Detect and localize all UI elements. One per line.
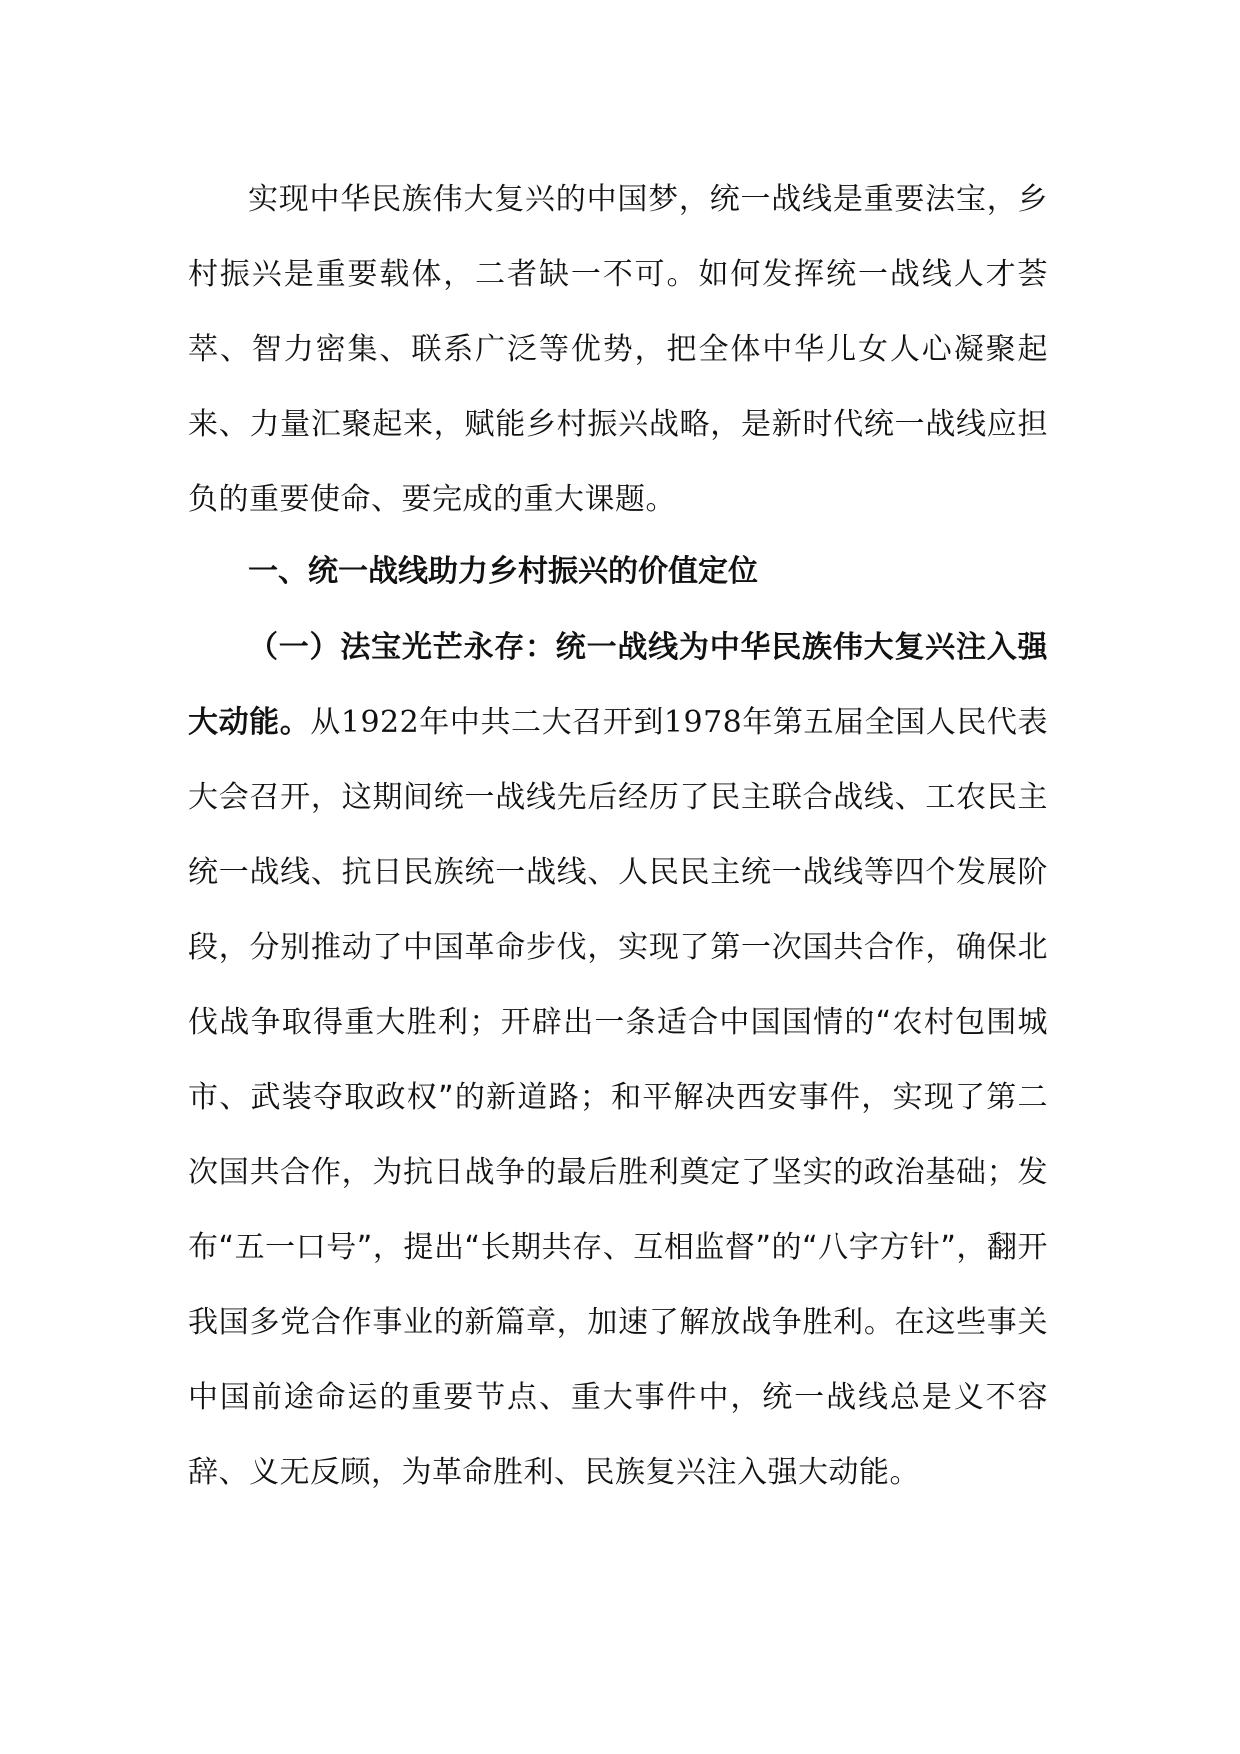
subsection-heading: （一）法宝光芒永存：统一战线为中华民族伟大复兴注入强大动能。 [188,630,1048,740]
intro-paragraph-block [188,162,1048,537]
year-1922: 1922 [340,705,420,740]
body-text-part-1: 从 [310,705,341,740]
body-text-part-2: 年中共二大召开到 [419,705,664,740]
intro-paragraph: 实现中华民族伟大复兴的中国梦，统一战线是重要法宝，乡村振兴是重要载体，二者缺一不可。如何发挥统一战线人才荟萃、智力密集、联系广泛等优势，把全体中华儿女人心凝聚起来、力量汇聚起来，赋能乡村振兴战略，是新时代统一战线应担负的重要使命、要完成的重大课题。 [188,182,1048,517]
body-paragraph [188,610,1048,1510]
year-1978: 1978 [663,705,743,740]
section-heading: 一、统一战线助力乡村振兴的价值定位 [248,554,758,589]
body-paragraph-block [188,610,1048,1510]
body-text-part-3: 年第五届全国人民代表大会召开，这期间统一战线先后经历了民主联合战线、工农民主统一战线、抗日民族统一战线、人民民主统一战线等四个发展阶段，分别推动了中国革命步伐，实现了第一次国共合作，确保北伐战争取得重大胜利；开辟出一条适合中国国情的“农村包围城市、武装夺取政权”的新道路；和平解决西安事件，实现了第二次国共合作，为抗日战争的最后胜利奠定了坚实的政治基础；发布“五一口号”，提出“长期共存、互相监督”的“八字方针”，翻开我国多党合作事业的新篇章，加速了解放战争胜利。在这些事关中国前途命运的重要节点、重大事件中，统一战线总是义不容辞、义无反顾，为革命胜利、民族复兴注入强大动能。 [188,705,1049,1490]
